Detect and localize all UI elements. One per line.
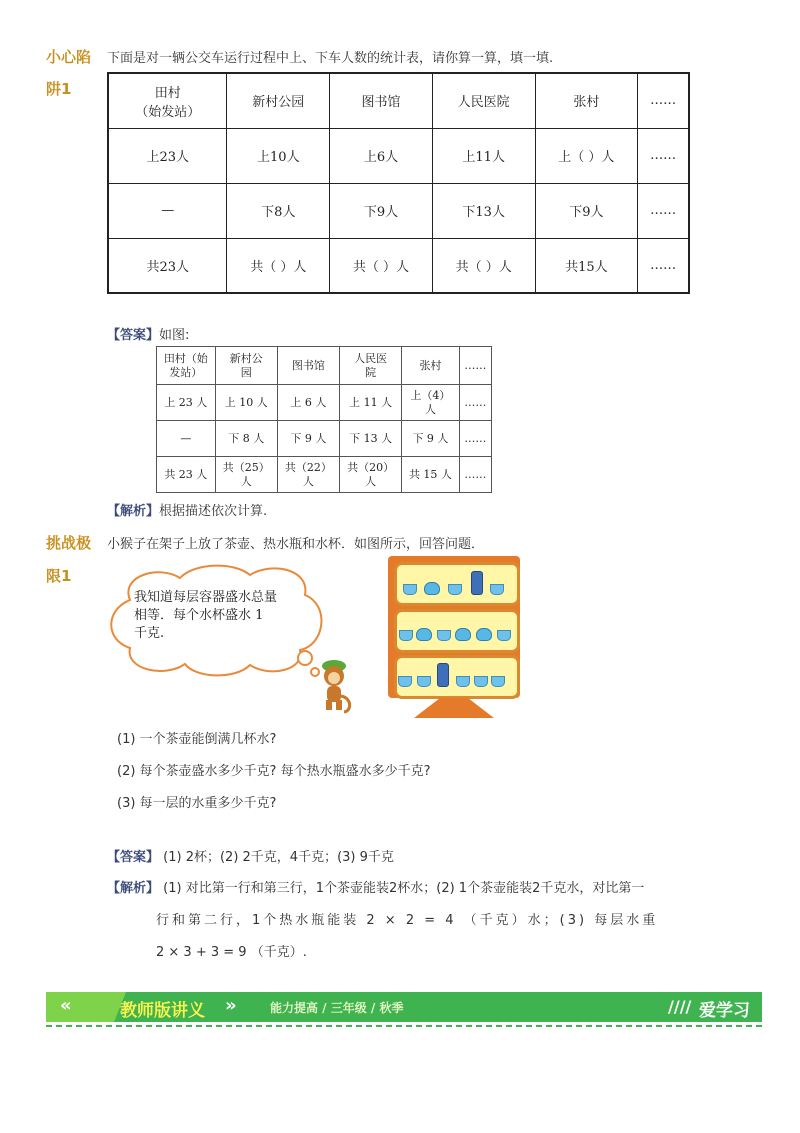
answer-tag-q2: 【答案】 bbox=[107, 850, 160, 865]
table-row bbox=[157, 457, 492, 493]
answer-table-cell: …… bbox=[459, 421, 491, 457]
answer-table-cell: — bbox=[157, 421, 216, 457]
answer-table-cell: 田村（始 发站） bbox=[157, 347, 216, 385]
teapot-icon bbox=[455, 628, 471, 641]
table-cell: 共15人 bbox=[535, 238, 638, 293]
answer-table-cell: 上（4） 人 bbox=[402, 385, 459, 421]
table-cell: 张村 bbox=[535, 73, 638, 128]
table-cell: 上11人 bbox=[432, 128, 535, 183]
answer-table-cell: …… bbox=[459, 385, 491, 421]
table-cell: — bbox=[108, 183, 227, 238]
cup-icon bbox=[417, 676, 431, 687]
table-cell: 下9人 bbox=[330, 183, 433, 238]
table-cell: 共23人 bbox=[108, 238, 227, 293]
table-cell: 下9人 bbox=[535, 183, 638, 238]
table-cell: …… bbox=[638, 183, 689, 238]
table-row bbox=[108, 238, 689, 293]
sub-question-2: (2) 每个茶壶盛水多少千克? 每个热水瓶盛水多少千克? bbox=[117, 764, 431, 779]
cup-icon bbox=[474, 676, 488, 687]
section-label-line2: 阱1 bbox=[46, 80, 72, 98]
cup-icon bbox=[490, 584, 504, 595]
teapot-icon bbox=[476, 628, 492, 641]
cup-icon bbox=[398, 676, 412, 687]
teapot-icon bbox=[416, 628, 432, 641]
footer-dashed-line bbox=[46, 1025, 762, 1027]
analysis-line2-q2: 行和第二行，1个热水瓶能装 2 × 2 = 4 （千克）水；(3) 每层水重 bbox=[156, 913, 659, 928]
answer-table-cell: 上 6 人 bbox=[277, 385, 339, 421]
section-label-line2-q2: 限1 bbox=[46, 567, 72, 585]
answer-table-cell: 上 10 人 bbox=[215, 385, 277, 421]
answer-table-cell: 共（20） 人 bbox=[340, 457, 402, 493]
table-cell: 下13人 bbox=[432, 183, 535, 238]
answer-table-cell: 人民医 院 bbox=[340, 347, 402, 385]
table-row bbox=[108, 73, 689, 128]
table-cell: 共（ ）人 bbox=[227, 238, 330, 293]
cup-icon bbox=[448, 584, 462, 595]
answer-table-cell: 下 13 人 bbox=[340, 421, 402, 457]
bus-stats-table bbox=[107, 72, 690, 294]
table-row bbox=[108, 183, 689, 238]
table-row bbox=[157, 385, 492, 421]
section-label-line1: 小心陷 bbox=[46, 48, 92, 66]
answer-table-cell: 共（22） 人 bbox=[277, 457, 339, 493]
sub-question-3: (3) 每一层的水重多少千克? bbox=[117, 796, 277, 811]
analysis-line3-q2: 2 × 3 + 3 = 9 （千克）. bbox=[156, 945, 307, 960]
table-cell: …… bbox=[638, 238, 689, 293]
table-cell: 共（ ）人 bbox=[432, 238, 535, 293]
shelf-stand bbox=[414, 698, 494, 720]
answer-table-cell: 张村 bbox=[402, 347, 459, 385]
answer-table-cell: …… bbox=[459, 457, 491, 493]
teapot-icon bbox=[424, 582, 440, 595]
table-cell: 上（ ）人 bbox=[535, 128, 638, 183]
thermos-icon bbox=[471, 571, 483, 595]
cup-icon bbox=[437, 630, 451, 641]
analysis-tag-q2: 【解析】 bbox=[107, 881, 160, 896]
answer-table bbox=[156, 346, 492, 493]
section-label-line1-q2: 挑战极 bbox=[46, 534, 92, 552]
cup-icon bbox=[456, 676, 470, 687]
cup-icon bbox=[399, 630, 413, 641]
answer-table-cell: …… bbox=[459, 347, 491, 385]
answer-table-cell: 共 23 人 bbox=[157, 457, 216, 493]
analysis-line bbox=[107, 500, 267, 519]
answer-table-cell: 下 8 人 bbox=[215, 421, 277, 457]
table-row bbox=[157, 347, 492, 385]
question-prompt-q2: 小猴子在架子上放了茶壶、热水瓶和水杯．如图所示，回答问题． bbox=[107, 537, 485, 552]
answer-line bbox=[107, 324, 189, 343]
analysis-text-q2-1: (1) 对比第一行和第三行，1个茶壶能装2杯水；(2) 1个茶壶能装2千克水，对比第一 bbox=[163, 881, 645, 896]
footer-edition: 教师版讲义 bbox=[120, 1001, 205, 1021]
chevrons-right-icon: » bbox=[225, 995, 237, 1016]
cup-icon bbox=[491, 676, 505, 687]
table-cell: 共（ ）人 bbox=[330, 238, 433, 293]
table-cell: 上23人 bbox=[108, 128, 227, 183]
answer-table-cell: 新村公 园 bbox=[215, 347, 277, 385]
chevrons-left-icon: « bbox=[60, 995, 72, 1016]
table-cell: 新村公园 bbox=[227, 73, 330, 128]
answer-text-q2: (1) 2杯；(2) 2千克，4千克；(3) 9千克 bbox=[163, 850, 394, 865]
answer-table-cell: 上 11 人 bbox=[340, 385, 402, 421]
bubble-text: 我知道每层容器盛水总量相等．每个水杯盛水 1 千克. bbox=[134, 590, 278, 641]
table-cell: …… bbox=[638, 73, 689, 128]
footer-subtitle: 能力提高 / 三年级 / 秋季 bbox=[270, 1001, 404, 1015]
table-row bbox=[108, 128, 689, 183]
answer-table-cell: 下 9 人 bbox=[277, 421, 339, 457]
answer-table-cell: 图书馆 bbox=[277, 347, 339, 385]
answer-table-cell: 下 9 人 bbox=[402, 421, 459, 457]
cup-icon bbox=[497, 630, 511, 641]
table-cell: 田村 （始发站） bbox=[108, 73, 227, 128]
footer-accent bbox=[46, 992, 126, 1022]
table-cell: …… bbox=[638, 128, 689, 183]
answer-table-cell: 共（25） 人 bbox=[215, 457, 277, 493]
cup-icon bbox=[403, 584, 417, 595]
sub-question-1: (1) 一个茶壶能倒满几杯水? bbox=[117, 732, 277, 747]
footer-brand: 爱学习 bbox=[699, 1001, 750, 1021]
answer-line-q2 bbox=[107, 846, 394, 865]
question-prompt: 下面是对一辆公交车运行过程中上、下车人数的统计表，请你算一算，填一填. bbox=[107, 51, 554, 66]
answer-tag: 【答案】 bbox=[107, 328, 160, 343]
brand-logo-icon: //// bbox=[668, 997, 692, 1016]
analysis-line1-q2 bbox=[107, 877, 644, 896]
table-cell: 下8人 bbox=[227, 183, 330, 238]
table-row bbox=[157, 421, 492, 457]
table-cell: 人民医院 bbox=[432, 73, 535, 128]
table-cell: 上10人 bbox=[227, 128, 330, 183]
answer-table-cell: 共 15 人 bbox=[402, 457, 459, 493]
monkey-icon bbox=[312, 656, 356, 716]
analysis-text: 根据描述依次计算. bbox=[159, 504, 268, 519]
answer-text: 如图: bbox=[159, 328, 190, 343]
table-cell: 图书馆 bbox=[330, 73, 433, 128]
analysis-tag: 【解析】 bbox=[107, 504, 160, 519]
answer-table-cell: 上 23 人 bbox=[157, 385, 216, 421]
table-cell: 上6人 bbox=[330, 128, 433, 183]
thermos-icon bbox=[437, 663, 449, 687]
